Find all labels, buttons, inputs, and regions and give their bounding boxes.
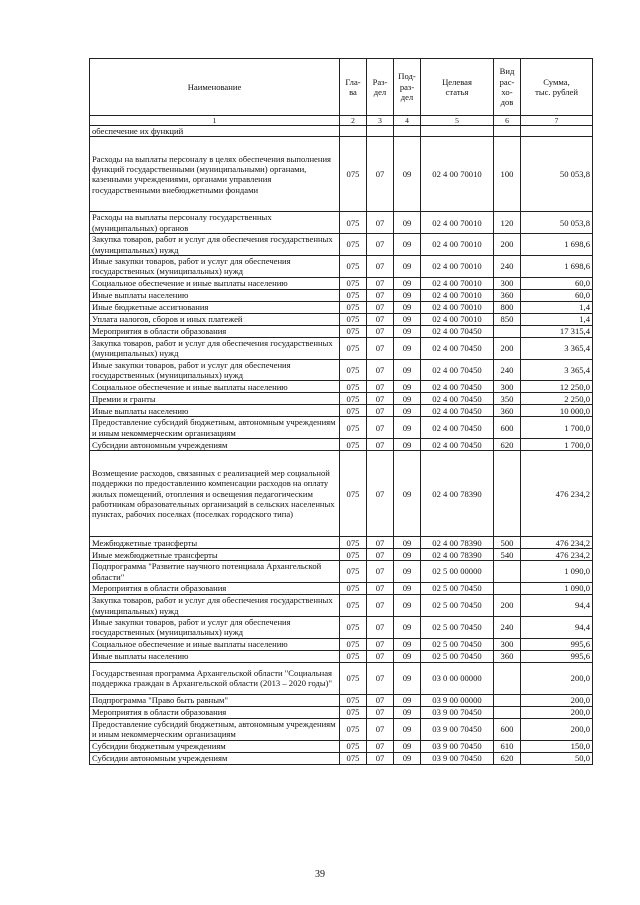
table-row (90, 289, 593, 301)
cell-target: 02 4 00 78390 (421, 549, 494, 561)
header-razdel: Раз- дел (367, 59, 394, 116)
cell-name: Субсидии автономным учреждениям (90, 439, 340, 451)
cell-glava: 075 (340, 740, 367, 752)
cell-sum: 150,0 (521, 740, 593, 752)
cell-target: 02 4 00 70450 (421, 417, 494, 439)
cell-glava: 075 (340, 325, 367, 337)
cell-name: Иные выплаты населению (90, 650, 340, 662)
cell-name: Иные выплаты населению (90, 405, 340, 417)
cell-target: 02 5 00 00000 (421, 561, 494, 583)
cell-target: 02 4 00 70450 (421, 393, 494, 405)
cell-podrazdel: 09 (394, 417, 421, 439)
cell-vid (494, 583, 521, 595)
cell-vid: 240 (494, 359, 521, 381)
table-row (90, 650, 593, 662)
cell-vid: 240 (494, 256, 521, 278)
table-row (90, 137, 593, 212)
cell-name: Расходы на выплаты персоналу в целях обеспечения выполнения функций государственными (муниципальными) органами, казенными учреждениями, органами управления государственными внебюджетными фондами (90, 137, 340, 212)
cell-razdel (367, 126, 394, 137)
cell-glava: 075 (340, 313, 367, 325)
cell-sum: 50 053,8 (521, 137, 593, 212)
header-row (90, 59, 593, 116)
cell-sum: 17 315,4 (521, 325, 593, 337)
cell-name: Социальное обеспечение и иные выплаты населению (90, 381, 340, 393)
cell-razdel: 07 (367, 752, 394, 764)
cell-razdel: 07 (367, 277, 394, 289)
cell-target: 02 4 00 70450 (421, 325, 494, 337)
cell-name: Закупка товаров, работ и услуг для обеспечения государственных (муниципальных) нужд (90, 234, 340, 256)
cell-name: Иные закупки товаров, работ и услуг для обеспечения государственных (муниципальных) нужд (90, 616, 340, 638)
cell-glava: 075 (340, 289, 367, 301)
column-number: 5 (421, 116, 494, 126)
cell-razdel: 07 (367, 325, 394, 337)
cell-razdel: 07 (367, 439, 394, 451)
cell-name: Иные межбюджетные трансферты (90, 549, 340, 561)
cell-glava: 075 (340, 301, 367, 313)
cell-razdel: 07 (367, 337, 394, 359)
table-row (90, 740, 593, 752)
cell-target: 02 4 00 70010 (421, 313, 494, 325)
cell-vid (494, 706, 521, 718)
cell-target: 03 9 00 70450 (421, 718, 494, 740)
cell-target: 02 5 00 70450 (421, 616, 494, 638)
cell-podrazdel: 09 (394, 706, 421, 718)
cell-target: 02 4 00 70010 (421, 234, 494, 256)
cell-vid (494, 561, 521, 583)
cell-vid: 200 (494, 337, 521, 359)
cell-sum: 476 234,2 (521, 549, 593, 561)
column-number-row (90, 116, 593, 126)
cell-vid: 620 (494, 439, 521, 451)
cell-glava: 075 (340, 718, 367, 740)
cell-target: 02 4 00 70010 (421, 212, 494, 234)
cell-name: Социальное обеспечение и иные выплаты населению (90, 638, 340, 650)
cell-vid (494, 325, 521, 337)
cell-target: 02 4 00 70450 (421, 439, 494, 451)
header-name: Наименование (90, 59, 340, 116)
cell-name: Возмещение расходов, связанных с реализацией мер социальной поддержки по предоставлению компенсации расходов на оплату жилых помещений, отопления и освещения педагогическим работникам образовательных организаций в сельских населенных пунктах, рабочих поселках (поселках городского типа) (90, 451, 340, 537)
table-row (90, 595, 593, 617)
cell-sum: 200,0 (521, 706, 593, 718)
cell-glava: 075 (340, 549, 367, 561)
cell-name: Субсидии бюджетным учреждениям (90, 740, 340, 752)
cell-vid (494, 126, 521, 137)
cell-name: Премии и гранты (90, 393, 340, 405)
cell-vid: 800 (494, 301, 521, 313)
cell-glava: 075 (340, 137, 367, 212)
cell-name: Закупка товаров, работ и услуг для обеспечения государственных (муниципальных) нужд (90, 595, 340, 617)
cell-vid: 100 (494, 137, 521, 212)
table-row (90, 359, 593, 381)
cell-target: 02 4 00 70010 (421, 137, 494, 212)
cell-target: 02 5 00 70450 (421, 583, 494, 595)
cell-podrazdel: 09 (394, 638, 421, 650)
cell-vid: 120 (494, 212, 521, 234)
table-row (90, 549, 593, 561)
cell-name: Иные выплаты населению (90, 289, 340, 301)
table-row (90, 752, 593, 764)
cell-name: Подпрограмма "Развитие научного потенциала Архангельской области" (90, 561, 340, 583)
cell-podrazdel: 09 (394, 694, 421, 706)
cell-razdel: 07 (367, 718, 394, 740)
cell-target: 03 9 00 70450 (421, 706, 494, 718)
cell-vid: 240 (494, 616, 521, 638)
cell-glava (340, 126, 367, 137)
cell-podrazdel: 09 (394, 405, 421, 417)
cell-glava: 075 (340, 405, 367, 417)
cell-sum: 476 234,2 (521, 451, 593, 537)
cell-razdel: 07 (367, 289, 394, 301)
cell-vid: 360 (494, 650, 521, 662)
cell-vid: 300 (494, 381, 521, 393)
cell-vid: 300 (494, 277, 521, 289)
cell-sum: 1,4 (521, 301, 593, 313)
cell-sum: 1 698,6 (521, 234, 593, 256)
cell-glava: 075 (340, 451, 367, 537)
table-row (90, 694, 593, 706)
cell-glava: 075 (340, 616, 367, 638)
cell-podrazdel: 09 (394, 337, 421, 359)
cell-sum: 3 365,4 (521, 337, 593, 359)
cell-name: Предоставление субсидий бюджетным, автономным учреждениям и иным некоммерческим организациям (90, 417, 340, 439)
cell-sum: 60,0 (521, 277, 593, 289)
header-sum: Сумма, тыс. рублей (521, 59, 593, 116)
cell-sum: 2 250,0 (521, 393, 593, 405)
table-row (90, 616, 593, 638)
cell-sum (521, 126, 593, 137)
cell-name: Социальное обеспечение и иные выплаты населению (90, 277, 340, 289)
table-row (90, 417, 593, 439)
column-number: 7 (521, 116, 593, 126)
cell-vid: 600 (494, 718, 521, 740)
cell-podrazdel: 09 (394, 752, 421, 764)
table-row (90, 337, 593, 359)
cell-razdel: 07 (367, 256, 394, 278)
cell-sum: 1,4 (521, 313, 593, 325)
cell-sum: 1 700,0 (521, 439, 593, 451)
cell-vid: 350 (494, 393, 521, 405)
cell-podrazdel: 09 (394, 137, 421, 212)
cell-vid: 600 (494, 417, 521, 439)
header-vid: Вид рас- хо- дов (494, 59, 521, 116)
cell-sum: 476 234,2 (521, 537, 593, 549)
cell-target: 02 5 00 70450 (421, 638, 494, 650)
cell-razdel: 07 (367, 451, 394, 537)
table-row (90, 451, 593, 537)
cell-glava: 075 (340, 752, 367, 764)
cell-name: Расходы на выплаты персоналу государственных (муниципальных) органов (90, 212, 340, 234)
cell-razdel: 07 (367, 706, 394, 718)
cell-razdel: 07 (367, 694, 394, 706)
cell-podrazdel: 09 (394, 451, 421, 537)
cell-podrazdel: 09 (394, 537, 421, 549)
header-target: Целевая статья (421, 59, 494, 116)
cell-sum: 10 000,0 (521, 405, 593, 417)
cell-podrazdel: 09 (394, 212, 421, 234)
cell-podrazdel: 09 (394, 359, 421, 381)
table-row (90, 561, 593, 583)
cell-razdel: 07 (367, 212, 394, 234)
cell-vid: 610 (494, 740, 521, 752)
cell-vid (494, 662, 521, 694)
cell-sum: 50 053,8 (521, 212, 593, 234)
cell-podrazdel (394, 126, 421, 137)
column-number: 1 (90, 116, 340, 126)
table-row (90, 583, 593, 595)
cell-target: 02 4 00 70010 (421, 301, 494, 313)
table-row (90, 126, 593, 137)
column-number: 6 (494, 116, 521, 126)
cell-razdel: 07 (367, 313, 394, 325)
cell-target: 02 4 00 78390 (421, 537, 494, 549)
cell-glava: 075 (340, 638, 367, 650)
cell-glava: 075 (340, 537, 367, 549)
cell-target: 02 4 00 70010 (421, 277, 494, 289)
cell-razdel: 07 (367, 359, 394, 381)
cell-vid: 300 (494, 638, 521, 650)
cell-razdel: 07 (367, 417, 394, 439)
cell-razdel: 07 (367, 137, 394, 212)
cell-vid: 200 (494, 595, 521, 617)
cell-sum: 200,0 (521, 718, 593, 740)
table-row (90, 638, 593, 650)
cell-target: 03 0 00 00000 (421, 662, 494, 694)
cell-name: Закупка товаров, работ и услуг для обеспечения государственных (муниципальных) нужд (90, 337, 340, 359)
cell-vid: 850 (494, 313, 521, 325)
cell-podrazdel: 09 (394, 393, 421, 405)
table-row (90, 537, 593, 549)
cell-vid: 620 (494, 752, 521, 764)
cell-target: 02 5 00 70450 (421, 595, 494, 617)
table-row (90, 256, 593, 278)
table-row (90, 277, 593, 289)
cell-target: 02 4 00 70450 (421, 405, 494, 417)
cell-glava: 075 (340, 234, 367, 256)
cell-glava: 075 (340, 359, 367, 381)
cell-podrazdel: 09 (394, 439, 421, 451)
cell-sum: 200,0 (521, 694, 593, 706)
cell-vid (494, 451, 521, 537)
cell-razdel: 07 (367, 561, 394, 583)
cell-name: Уплата налогов, сборов и иных платежей (90, 313, 340, 325)
cell-podrazdel: 09 (394, 740, 421, 752)
cell-sum: 995,6 (521, 650, 593, 662)
cell-razdel: 07 (367, 650, 394, 662)
cell-podrazdel: 09 (394, 277, 421, 289)
cell-name: Межбюджетные трансферты (90, 537, 340, 549)
cell-target (421, 126, 494, 137)
header-glava: Гла- ва (340, 59, 367, 116)
cell-podrazdel: 09 (394, 662, 421, 694)
table-row (90, 381, 593, 393)
cell-name: Иные закупки товаров, работ и услуг для обеспечения государственных (муниципальных) нужд (90, 256, 340, 278)
cell-name: Подпрограмма "Право быть равным" (90, 694, 340, 706)
cell-podrazdel: 09 (394, 381, 421, 393)
cell-sum: 1 090,0 (521, 561, 593, 583)
cell-razdel: 07 (367, 393, 394, 405)
cell-glava: 075 (340, 277, 367, 289)
table-body (90, 126, 593, 765)
cell-name: Иные закупки товаров, работ и услуг для обеспечения государственных (муниципальных) нужд (90, 359, 340, 381)
cell-glava: 075 (340, 561, 367, 583)
cell-podrazdel: 09 (394, 561, 421, 583)
cell-name: Субсидии автономным учреждениям (90, 752, 340, 764)
cell-target: 03 9 00 70450 (421, 752, 494, 764)
cell-name: Государственная программа Архангельской области "Социальная поддержка граждан в Архангельской области (2013 – 2020 годы)" (90, 662, 340, 694)
header-podrazdel: Под- раз- дел (394, 59, 421, 116)
cell-glava: 075 (340, 212, 367, 234)
column-number: 3 (367, 116, 394, 126)
cell-razdel: 07 (367, 638, 394, 650)
cell-sum: 3 365,4 (521, 359, 593, 381)
table-row (90, 718, 593, 740)
cell-sum: 995,6 (521, 638, 593, 650)
cell-target: 02 4 00 70010 (421, 256, 494, 278)
cell-razdel: 07 (367, 616, 394, 638)
cell-razdel: 07 (367, 537, 394, 549)
cell-target: 02 4 00 78390 (421, 451, 494, 537)
cell-razdel: 07 (367, 583, 394, 595)
cell-target: 03 9 00 70450 (421, 740, 494, 752)
cell-podrazdel: 09 (394, 313, 421, 325)
cell-sum: 12 250,0 (521, 381, 593, 393)
cell-glava: 075 (340, 393, 367, 405)
cell-razdel: 07 (367, 405, 394, 417)
cell-glava: 075 (340, 337, 367, 359)
cell-podrazdel: 09 (394, 718, 421, 740)
cell-glava: 075 (340, 650, 367, 662)
cell-target: 02 4 00 70450 (421, 359, 494, 381)
cell-razdel: 07 (367, 662, 394, 694)
cell-podrazdel: 09 (394, 583, 421, 595)
cell-vid: 500 (494, 537, 521, 549)
budget-table (89, 58, 593, 765)
table-row (90, 662, 593, 694)
table-row (90, 212, 593, 234)
table-row (90, 706, 593, 718)
cell-podrazdel: 09 (394, 595, 421, 617)
cell-glava: 075 (340, 583, 367, 595)
cell-sum: 50,0 (521, 752, 593, 764)
cell-podrazdel: 09 (394, 325, 421, 337)
cell-target: 02 5 00 70450 (421, 650, 494, 662)
table-row (90, 439, 593, 451)
cell-vid: 200 (494, 234, 521, 256)
cell-sum: 94,4 (521, 616, 593, 638)
page-number: 39 (315, 869, 325, 880)
cell-name: Мероприятия в области образования (90, 583, 340, 595)
cell-glava: 075 (340, 595, 367, 617)
cell-target: 02 4 00 70450 (421, 381, 494, 393)
cell-sum: 60,0 (521, 289, 593, 301)
cell-target: 02 4 00 70010 (421, 289, 494, 301)
cell-podrazdel: 09 (394, 289, 421, 301)
cell-glava: 075 (340, 381, 367, 393)
cell-razdel: 07 (367, 740, 394, 752)
cell-target: 02 4 00 70450 (421, 337, 494, 359)
cell-podrazdel: 09 (394, 616, 421, 638)
cell-glava: 075 (340, 417, 367, 439)
cell-name: Предоставление субсидий бюджетным, автономным учреждениям и иным некоммерческим организациям (90, 718, 340, 740)
cell-razdel: 07 (367, 549, 394, 561)
cell-razdel: 07 (367, 234, 394, 256)
column-number: 2 (340, 116, 367, 126)
cell-sum: 1 698,6 (521, 256, 593, 278)
cell-podrazdel: 09 (394, 549, 421, 561)
cell-name: Мероприятия в области образования (90, 325, 340, 337)
cell-podrazdel: 09 (394, 256, 421, 278)
cell-glava: 075 (340, 256, 367, 278)
table-row (90, 234, 593, 256)
table-row (90, 393, 593, 405)
cell-vid (494, 694, 521, 706)
cell-podrazdel: 09 (394, 301, 421, 313)
cell-glava: 075 (340, 694, 367, 706)
cell-sum: 1 090,0 (521, 583, 593, 595)
cell-name: Иные бюджетные ассигнования (90, 301, 340, 313)
table-row (90, 325, 593, 337)
cell-razdel: 07 (367, 595, 394, 617)
cell-podrazdel: 09 (394, 234, 421, 256)
table-row (90, 405, 593, 417)
column-number: 4 (394, 116, 421, 126)
cell-vid: 540 (494, 549, 521, 561)
cell-sum: 200,0 (521, 662, 593, 694)
cell-target: 03 9 00 00000 (421, 694, 494, 706)
cell-glava: 075 (340, 706, 367, 718)
table-row (90, 301, 593, 313)
table-header (90, 59, 593, 126)
cell-razdel: 07 (367, 381, 394, 393)
cell-name: обеспечение их функций (90, 126, 340, 137)
cell-vid: 360 (494, 289, 521, 301)
cell-podrazdel: 09 (394, 650, 421, 662)
cell-glava: 075 (340, 439, 367, 451)
cell-sum: 1 700,0 (521, 417, 593, 439)
table-row (90, 313, 593, 325)
cell-sum: 94,4 (521, 595, 593, 617)
cell-razdel: 07 (367, 301, 394, 313)
cell-vid: 360 (494, 405, 521, 417)
cell-name: Мероприятия в области образования (90, 706, 340, 718)
cell-glava: 075 (340, 662, 367, 694)
